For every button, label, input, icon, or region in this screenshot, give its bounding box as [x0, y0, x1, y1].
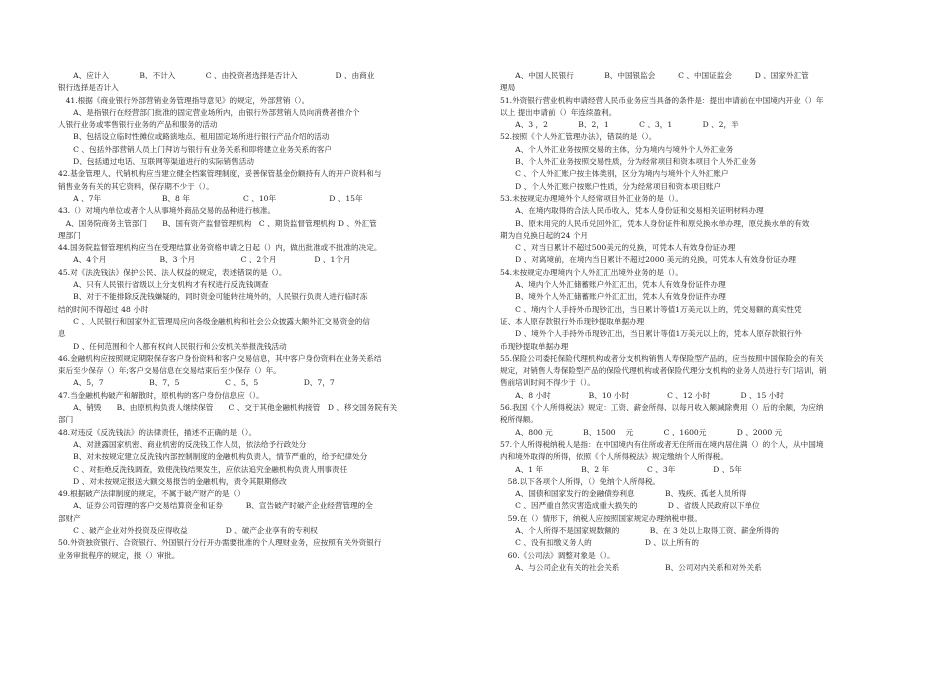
left-column-line: A、销毁 B、由原机构负责人继续保管 C 、交于其他金融机构接管 D 、移交国务院有关: [58, 403, 398, 413]
right-column-line: 币现钞提取单据办理: [500, 341, 569, 351]
right-column-line: A、在境内取得的合法人民币收入，凭本人身份证和交易相关证明材料办理: [500, 206, 764, 216]
right-column-line: A、个人所得不是国家规数额的 B、在 3 处以上取得工资、薪金所得的: [500, 525, 779, 535]
left-column-line: 42.基金管理人、代销机构应当建立健全档案管理制度，妥善保管基金份额持有人的开户资料和与: [58, 169, 382, 179]
left-column-line: 息: [58, 329, 66, 339]
left-column-line: 50.外资独资银行、合资银行、外国银行分行开办需要批准的个人理财业务，应按照有关外资银行: [58, 538, 382, 548]
right-column-line: A、800 元 B、1500 元 C 、1600元 D 、2000 元: [500, 427, 783, 437]
left-column-line: A、应计入 B、不计入 C 、由投资者选择是否计入 D 、由商业: [58, 71, 375, 80]
right-column-line: C 、对当日累计不超过500美元的兑换，可凭本人有效身份证办理: [500, 243, 736, 253]
left-column-line: 结的时间不得超过 48 小时: [58, 304, 149, 314]
right-column-line: C 、个人外汇账户按主体类别，区分为境内与境外个人外汇账户: [500, 169, 729, 179]
right-column-line: 55.保险公司委托保险代理机构或者分支机构销售人寿保险型产品的，应当按照中国保险会的有关: [500, 353, 824, 363]
right-column-line: 规定，对销售人寿保险型产品的保险代理机构或者保险代理分支机构的业务人员进行专门培训，销: [500, 366, 827, 376]
right-column-line: 期为自兑换日起的24 个月: [500, 230, 589, 240]
left-column-line: 部门: [58, 415, 74, 425]
left-column-line: 46.金融机构应按照规定期限保存客户身份资料和客户交易信息，其中客户身份资料在业务关系结: [58, 353, 382, 363]
left-column-line: 人银行业务或零售银行业务的产品和服务的活动: [58, 120, 218, 130]
right-column-line: A、国债和国家发行的金融债券利息 B、残疾、孤老人员所得: [500, 489, 747, 499]
left-column-line: 45.对《法洗钱法》保护公民、法人权益的规定，表述错误的是（）。: [58, 267, 287, 277]
left-column-line: B、对于不能排除反洗钱嫌疑的，同时资金可能转往境外的，人民银行负责人进行临时冻: [58, 292, 368, 302]
left-column-line: C 、对拒绝反洗钱调查，致使洗钱结果发生，应依法追究金融机构负责人刑事责任: [58, 464, 348, 474]
right-column-line: C 、因严重自然灾害造成重大损失的 D 、省级人民政府以下单位: [500, 501, 760, 511]
right-column-line: A、与公司企业有关的社会关系 B、公司对内关系和对外关系: [500, 562, 762, 572]
left-column-line: 43.（）对境内单位或者个人从事境外商品交易的品种进行核准。: [58, 206, 276, 216]
left-column-line: A、4个月 B、3 个月 C 、2个月 D 、1个月: [58, 255, 351, 265]
left-column-line: 41.根据《商业银行外部营销业务管理指导意见》的规定，外部营销（）。: [58, 95, 310, 105]
left-column-line: A、证券公司管理的客户交易结算资金和证券 B、宣告破产时破产企业经营管理的全: [58, 501, 373, 511]
left-column-line: 业务审批程序的规定，报（）审批。: [58, 550, 180, 560]
right-column-line: 58.以下各项个人所得，（）免纳个人所得税。: [500, 476, 661, 486]
right-column-line: 56.我国《个人所得税法》规定：工资、薪金所得、以每月收入额减除费用（）后的余额，为应纳: [500, 403, 824, 413]
left-column-line: 部财产: [58, 513, 81, 523]
right-column-line: 税所得额。: [500, 415, 538, 425]
left-column-line: A、5，7 B、7，5 C 、5，5 D、7，7: [58, 378, 335, 388]
left-column-line: A、国务院商务主管部门 B、国有资产监督管理机构 C 、期货监督管理机构 D 、外汇管: [58, 218, 377, 228]
left-column-line: C 、包括外部营销人员上门拜访与银行有业务关系和即将建立业务关系的客户: [58, 144, 333, 154]
right-column-line: 售前培训时间不得少于（）。: [500, 378, 595, 388]
right-column-line: 51.外资银行营业机构申请经营人民币业务应当具备的条件是：提出申请前在中国境内开业（）年: [500, 95, 824, 105]
left-column-line: 束后至少保存（）年;客户交易信息在交易结束后至少保存（）年。: [58, 366, 281, 376]
right-column-line: 52.按照《个人外汇管理办法》，错误的是（）。: [500, 132, 657, 142]
right-column-line: 54.未按规定办理境内个人外汇汇出境外业务的是（）。: [500, 267, 683, 277]
left-column-line: A 、7年 B、8 年 C 、10年 D 、15年: [58, 193, 363, 203]
right-column-line: B、个人外汇业务按照交易性质，分为经常项目和资本项目个人外汇业务: [500, 157, 757, 167]
right-column-line: A、中国人民银行 B、中国银监会 C 、中国证监会 D 、国家外汇管: [500, 71, 809, 80]
right-column-line: A、8 小时 B、10 小时 C 、12 小时 D 、15 小时: [500, 390, 784, 400]
right-column-line: 53.未按规定办理境外个人经常项目外汇业务的是（）。: [500, 193, 683, 203]
left-column-line: 47.当金融机构破产和解散时，原机构的客户身份信息应（）。: [58, 390, 264, 400]
right-column-line: C 、境内个人手持外币现钞汇出，当日累计等值1万美元以上的，凭交易额的真实性凭: [500, 304, 802, 314]
left-column-line: D 、任何范围和个人都有权向人民银行和公安机关举报洗钱活动: [58, 341, 287, 351]
right-column: [500, 70, 920, 574]
left-column-line: B、对未按规定建立反洗钱内部控制制度的金融机构负责人，情节严重的，给予纪律处分: [58, 452, 368, 462]
right-column-line: A、3 ，2 B、2，1 C 、3，1 D 、2，半: [500, 120, 739, 130]
right-column-line: C 、没有扣缴义务人的 D 、以上所有的: [500, 538, 699, 548]
left-column-line: C 、人民银行和国家外汇管理局应向各级金融机构和社会公众披露大额外汇交易资金的信: [58, 316, 370, 326]
right-column-line: D 、境外个人手持外币现钞汇出，当日累计等值1万美元以上的，凭本人原存款银行外: [500, 329, 802, 339]
right-column-line: 证、本人原存款银行外币现钞提取单据办理: [500, 316, 645, 326]
right-column-line: 内和境外取得的所得，依照《个人所得税法》规定缴纳个人所得税。: [500, 452, 728, 462]
right-column-line: A、1 年 B、2 年 C 、3年 D 、5年: [500, 464, 742, 474]
left-column-line: 销售业务有关的其它资料，保存期不少于（）。: [58, 181, 214, 191]
left-column-line: 理部门: [58, 230, 81, 240]
right-column-line: D 、个人外汇账户按账户性质，分为经常项目和资本项目账户: [500, 181, 722, 191]
left-column-line: A、只有人民银行省级以上分支机构才有权进行反洗钱调查: [58, 280, 269, 290]
left-column-line: 44.国务院监督管理机构应当在受理结算业务资格申请之日起（）内，做出批准或不批准的决定。: [58, 243, 382, 253]
left-column-line: C 、破产企业对外投资及应得收益 D 、破产企业享有的专利权: [58, 525, 318, 535]
left-column-line: D、包括通过电话、互联网等渠道进行的实际销售活动: [58, 157, 254, 167]
right-column-line: 60.《公司法》调整对象是（）。: [500, 550, 615, 560]
right-column-line: 57.个人所得税纳税人是指：在中国境内有住所或者无住所而在境内居住满（）的个人，从中国境: [500, 439, 824, 449]
left-column-line: A、对泄露国家机密、商业机密的反洗钱工作人员，依法给予行政处分: [58, 439, 307, 449]
right-column-line: 59.在（）情形下，纳税人应按照国家规定办理纳税申报。: [500, 513, 702, 523]
right-column-line: D 、对离境前，在境内当日累计不超过2000 美元的兑换，可凭本人有效身份证办理: [500, 255, 797, 265]
right-column-line: 以上 提出申请前（）年连续盈利。: [500, 107, 617, 117]
right-column-line: B、原未用完的人民币兑回外汇，凭本人身份证件和原兑换水单办理，原兑换水单的有效: [500, 218, 810, 228]
left-column-line: 银行选择是否计入: [58, 83, 119, 93]
left-column-line: D 、对未按规定报送大额交易报告的金融机构，责令其限期修改: [58, 476, 287, 486]
left-column-line: A、是指银行在经营部门批准的固定营业场所内，由银行外部营销人员向消费者推介个: [58, 107, 360, 117]
left-column-line: 49.根据破产法律制度的规定，不属于破产财产的是（）: [58, 489, 245, 499]
right-column-line: B、境外个人外汇储蓄账户外汇汇出，凭本人有效身份证件办理: [500, 292, 726, 302]
left-column-line: B、包括设立临时性摊位或路演地点、租用固定场所进行银行产品介绍的活动: [58, 132, 330, 142]
right-column-line: 理局: [500, 83, 516, 93]
right-column-line: A、个人外汇业务按照交易的主体，分为境内与境外个人外汇业务: [500, 144, 734, 154]
left-column: [58, 70, 478, 562]
right-column-line: A、境内个人外汇储蓄账户外汇汇出，凭本人有效身份证件办理: [500, 280, 726, 290]
left-column-line: 48.对违反《反洗钱法》的法律责任，描述不正确的是（）。: [58, 427, 257, 437]
